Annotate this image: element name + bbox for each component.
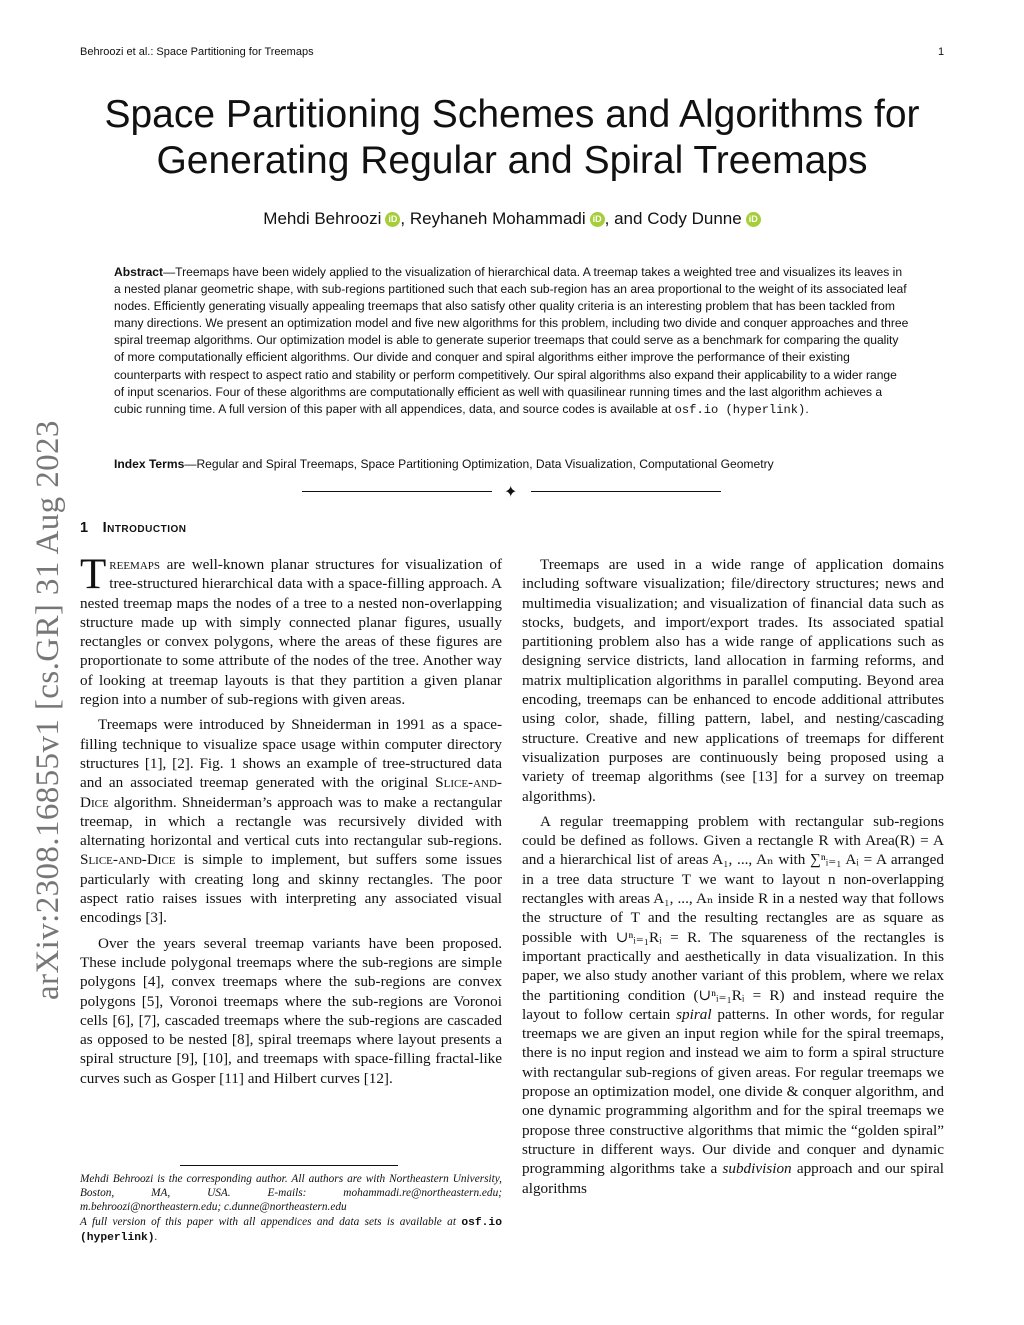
algorithm-name: Slice-and-Dice [80,851,176,869]
footnote-link[interactable]: osf.io (hyperlink) [80,1216,502,1244]
orcid-icon[interactable]: iD [590,212,605,227]
author-separator: , and [604,209,648,228]
footnote [80,1215,502,1245]
separator-diamond-icon: ✦ [504,484,518,501]
section-heading [80,520,187,536]
author-name: Mehdi Behroozi [263,209,382,228]
footnote: Mehdi Behroozi is the corresponding author. All authors are with Northeastern University, Boston, MA, USA. E-mails: mohammadi.re@northeastern.edu; m.behroozi@northeastern.edu; c.dunne@northeastern.edu [80,1173,502,1214]
smallcaps-word: reemaps [109,556,161,573]
page-number: 1 [938,46,945,58]
footnote-end: . [154,1230,158,1243]
paragraph-text: Treemaps were introduced by Shneiderman in 1991 as a space-filling technique to visualize space usage within computer directory structures [1], [2]. Fig. 1 shows an example of tree-structured data and an associated treemap generated with the original [80,716,502,792]
index-terms-text: —Regular and Spiral Treemaps, Space Partitioning Optimization, Data Visualization, Computational Geometry [184,457,774,471]
orcid-icon[interactable]: iD [746,212,761,227]
author-list [80,209,944,229]
separator-line [302,491,492,492]
footnote-rule [180,1165,398,1166]
index-terms-label: Index Terms [114,457,185,471]
arxiv-identifier-stamp[interactable]: arXiv:2308.16855v1 [cs.GR] 31 Aug 2023 [30,420,66,1000]
paragraph: Over the years several treemap variants have been proposed. These include polygonal treemaps where the sub-regions are simple polygons [4], convex treemaps where the sub-regions are convex polygons [5], Voronoi treemaps where the sub-regions are Voronoi cells [6], [7], cascaded treemaps where the sub-regions are cascaded as opposed to be nested [8], spiral treemaps where layout presents a spiral structure [9], [10], and treemaps with space-filling fractal-like curves such as Gosper [11] and Hilbert curves [12]. [80,934,502,1087]
index-terms [114,456,910,473]
section-title: Introduction [102,520,187,536]
section-number: 1 [80,520,89,536]
left-column [80,551,502,1088]
separator-line [531,491,721,492]
abstract-link[interactable]: osf.io (hyperlink) [674,402,806,417]
author-separator: , [400,209,410,228]
running-header: Behroozi et al.: Space Partitioning for Treemaps [80,46,314,58]
abstract-text: —Treemaps have been widely applied to the visualization of hierarchical data. A treemap takes a weighted tree and visualizes its leaves in a nested planar geometric shape, with sub-regions partitioned such that each sub-region has an area proportional to the weight of its associated leaf nodes. Efficiently generating visually appealing treemaps that also satisfy other quality criteria is an interesting problem that has been tackled from many directions. We present an optimization model and five new algorithms for this problem, including two divide and conquer approaches and three spiral treemap algorithms. Our optimization model is able to generate superior treemaps that could serve as a benchmark for comparing the quality of more computationally efficient algorithms. Our divide and conquer and spiral algorithms either improve the performance of their existing counterparts with respect to aspect ratio and stability or perform competitively. Our spiral algorithms also expand their applicability to a wider range of input scenarios. Four of these algorithms are computationally efficient as well with quasilinear running times and the last algorithm achieves a cubic running time. A full version of this paper with all appendices, data, and source codes is available at [114,265,909,416]
paragraph-text: patterns. In other words, for regular treemaps we are given an input region while for the spiral treemaps, there is no input region and instead we aim to form a spiral structure with rectangular sub-regions of given areas. For regular treemaps we propose an optimization model, one divide & conquer algorithm, and one dynamic programming algorithm and for the spiral treemaps we propose three constructive algorithms that mimic the “golden spiral” structure in different ways. Our divide and conquer and dynamic programming algorithms take a [522,1005,944,1178]
paragraph: Treemaps are used in a wide range of application domains including software visualization; file/directory structures; news and multimedia visualization; and visualization of financial data such as stocks, budgets, and import/export trades. Its associated spatial partitioning problem also has a wide range of applications such as designing service districts, land allocation in farming reforms, and matrix multiplication algorithms in parallel computing. Beyond area encoding, treemaps can be enhanced to encode additional attributes using color, shade, filling pattern, label, and nesting/cascading structure. Creative and new applications of treemaps for different visualization purposes are continuously being proposed using a variety of treemap algorithms (see [13] for a survey on treemap algorithms). [522,556,944,805]
abstract-end: . [805,401,809,416]
footnotes [80,1172,502,1245]
paragraph-text: A regular treemapping problem with rectangular sub-regions could be defined as follows. Given a rectangle R with Area(R) = A and a hierarchical list of areas A₁, ..., Aₙ with ∑ⁿᵢ₌₁ Aᵢ = A arranged in a tree data structure T we want to layout n non-overlapping rectangles with areas A₁, ..., Aₙ inside R in a nested way that follows the structure of T and the resulting rectangles are as square as possible with ∪ⁿᵢ₌₁Rᵢ = R. The squareness of the rectangles is important practically and aesthetically in data visualization. In this paper, we also study another variant of this problem, where we relax the partitioning condition (∪ⁿᵢ₌₁Rᵢ = R) and instead require the layout to follow certain [522,812,944,1023]
abstract [114,264,910,419]
paper-title: Space Partitioning Schemes and Algorithms for Generating Regular and Spiral Treemaps [104,93,920,182]
paragraph-text: is simple to implement, but suffers some issues particularly with creating long and skinny rectangles. The poor aspect ratio raises issues with interpreting any associated visual encodings [3]. [80,851,502,927]
paragraph [522,812,944,1198]
right-column [522,555,944,1198]
emphasis: subdivision [722,1160,792,1178]
paragraph [80,551,502,709]
footnote-text: A full version of this paper with all appendices and data sets is available at [80,1215,462,1228]
paragraph-text: are well-known planar structures for visualization of tree-structured hierarchical data with a space-filling approach. A nested treemap maps the nodes of a tree to a nested non-overlapping structure made up with simply connected planar figures, usually rectangles or convex polygons, where the areas of these figures are proportionate to some attribute of the nodes of the tree. Another way of looking at treemap layouts is that they partition a given planar region into a number of sub-regions with given areas. [80,556,502,709]
drop-cap: T [80,551,107,598]
paragraph-text: approach and our spiral algorithms [522,1160,945,1197]
emphasis: spiral [676,1005,712,1023]
author-name: Reyhaneh Mohammadi [409,209,586,228]
algorithm-name: Slice-and-Dice [80,774,502,811]
abstract-label: Abstract [114,265,164,279]
paragraph-text: algorithm. Shneiderman’s approach was to make a rectangular treemap, in which a rectangle was recursively divided with alternating horizontal and vertical cuts into rectangular sub-regions. [80,793,502,850]
author-name: Cody Dunne [647,209,742,228]
paragraph [80,715,502,927]
orcid-icon[interactable]: iD [385,212,400,227]
